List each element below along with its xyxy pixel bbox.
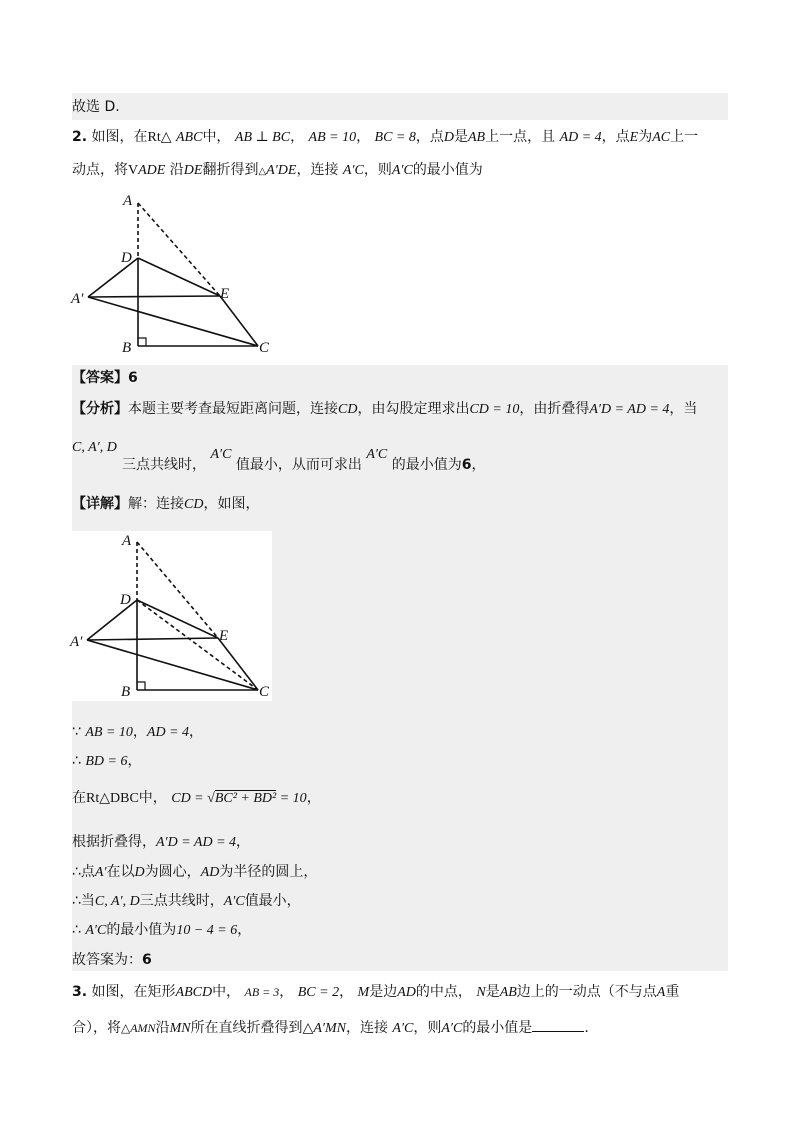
answer-blank[interactable] xyxy=(532,1017,584,1032)
dashed-segment-ae xyxy=(137,542,218,638)
question-number: 3. xyxy=(72,984,88,1000)
detail-step-6: ∴当C, A′, D三点共线时，A′C值最小， xyxy=(72,893,301,909)
segment-a1e xyxy=(87,638,218,640)
segment-a1c xyxy=(88,297,258,346)
label-a: A xyxy=(122,533,132,549)
figure-1-geometry xyxy=(60,183,290,363)
question-3-line-2: 合），将△AMN沿MN所在直线折叠得到△A′MN，连接 A′C，则A′C的最小值是 . xyxy=(72,1017,728,1039)
answer-line: 【答案】6 xyxy=(72,370,138,386)
label-e: E xyxy=(220,286,230,302)
analysis-line-2b: 三点共线时， A′C 值最小，从而可求出 A′C 的最小值为6， xyxy=(122,447,486,473)
detail-step-5: ∴点A′在以D为圆心，AD为半径的圆上， xyxy=(72,864,318,880)
detail-step-7: ∴ A′C的最小值为10 − 4 = 6， xyxy=(72,922,252,938)
triangle-symbol: △ xyxy=(160,129,172,145)
segment-ec xyxy=(220,296,258,346)
detail-step-3: 在Rt△DBC中， CD = √BC² + BD² = 10， xyxy=(72,790,321,806)
small-triangle-symbol: △ xyxy=(258,166,267,177)
label-a: A xyxy=(123,193,133,209)
detail-intro: 【详解】解：连接CD，如图， xyxy=(72,496,260,512)
question-3-line-1: 3. 如图，在矩形ABCD中， AB = 3， BC = 2， M是边AD的中点， N是AB边上的一动点（不与点A重 xyxy=(72,984,680,1000)
label-b: B xyxy=(122,340,132,356)
label-d: D xyxy=(121,250,132,266)
dashed-segment-ae xyxy=(138,203,220,296)
question-number: 2. xyxy=(72,129,88,145)
label-a-prime: A′ xyxy=(70,634,83,650)
question-2-line-2: 动点，将VADE 沿DE翻折得到△A′DE，连接 A′C，则A′C的最小值为 xyxy=(72,162,483,178)
label-d: D xyxy=(120,592,131,608)
segment-de xyxy=(137,600,218,638)
detail-step-1: ∵ AB = 10，AD = 4， xyxy=(72,724,204,740)
label-a-prime: A′ xyxy=(71,291,84,307)
detail-final-answer: 故答案为：6 xyxy=(72,952,152,968)
segment-a1c xyxy=(87,640,258,690)
label-e: E xyxy=(219,628,229,644)
label-c: C xyxy=(259,340,270,356)
question-2-line-1: 2. 如图，在Rt△ ABC中， AB ⊥ BC， AB = 10， BC = 8，点D是AB上一点，且 AD = 4，点E为AC上一 xyxy=(72,129,699,145)
detail-step-4: 根据折叠得，A′D = AD = 4， xyxy=(72,834,251,850)
choice-line: 故选 D. xyxy=(72,99,120,115)
sqrt-symbol: √ xyxy=(207,791,215,806)
segment-de xyxy=(138,258,220,296)
analysis-line-2a: C, A′, D xyxy=(72,440,117,455)
segment-a1e xyxy=(88,296,220,297)
analysis-line-1: 【分析】本题主要考查最短距离问题，连接CD，由勾股定理求出CD = 10，由折叠得A′D = AD = 4，当 xyxy=(72,401,698,417)
label-b: B xyxy=(121,684,131,700)
figure-2-geometry xyxy=(60,528,290,703)
right-angle-mark xyxy=(137,682,145,690)
label-c: C xyxy=(259,684,270,700)
detail-step-2: ∴ BD = 6， xyxy=(72,753,142,769)
right-angle-mark xyxy=(138,338,146,346)
